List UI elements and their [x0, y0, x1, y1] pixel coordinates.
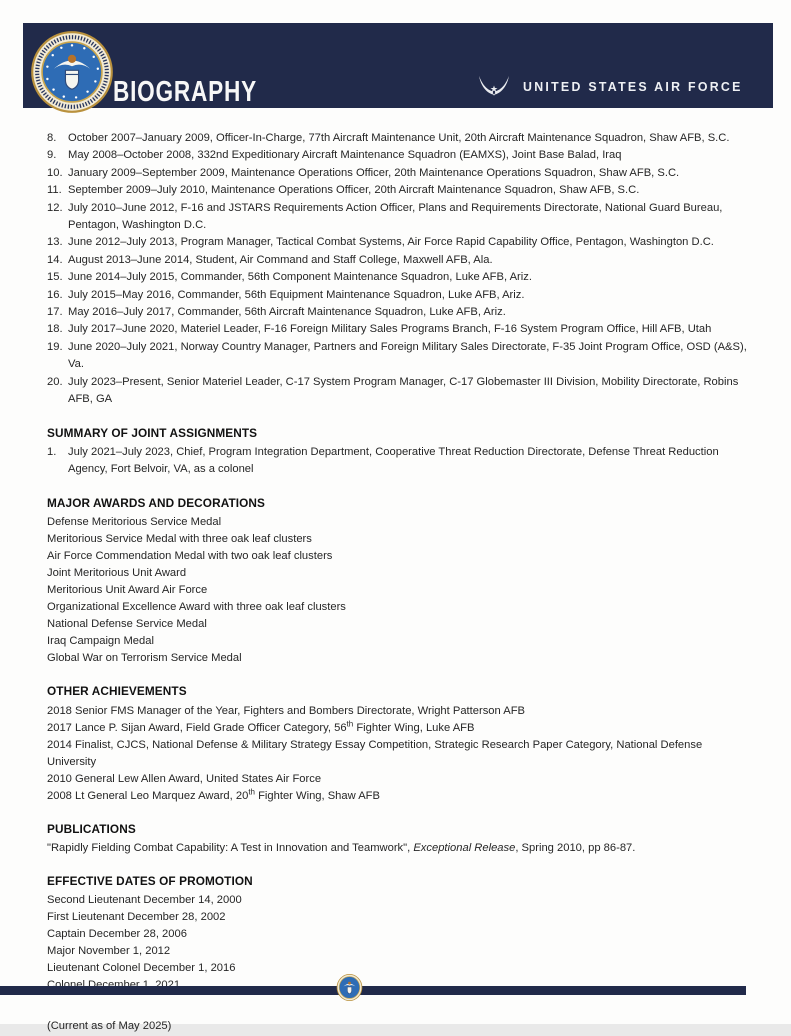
item-text: 2017 Lance P. Sijan Award, Field Grade Officer Category, 56 [47, 721, 347, 734]
award-item: Air Force Commendation Medal with two oak leaf clusters [47, 550, 333, 563]
section-joint-assignments [47, 425, 750, 479]
item-number: 10. [47, 166, 63, 179]
ordinal-suffix: th [346, 718, 354, 728]
page-title: BIOGRAPHY [113, 76, 258, 108]
current-as-of-note: (Current as of May 2025) [47, 1020, 172, 1033]
award-item: Organizational Excellence Award with three oak leaf clusters [47, 601, 346, 614]
list-item [47, 287, 750, 304]
item-number: 1. [47, 445, 57, 458]
item-text: 2010 General Lew Allen Award, United States Air Force [47, 772, 322, 785]
promotion-item: Second Lieutenant December 14, 2000 [47, 894, 242, 907]
item-number: 13. [47, 236, 63, 249]
award-item: Iraq Campaign Medal [47, 635, 154, 648]
list-item [47, 165, 750, 182]
document-body [47, 130, 750, 1036]
item-text: September 2009–July 2010, Maintenance Operations Officer, 20th Aircraft Maintenance Squadron, Shaw AFB, S.C. [68, 184, 640, 197]
list-item [47, 374, 750, 409]
air-force-wings-icon [478, 73, 510, 99]
list-item [47, 444, 750, 479]
section-achievements [47, 683, 750, 804]
item-text: 2008 Lt General Leo Marquez Award, 20 [47, 789, 249, 802]
list-item [47, 304, 750, 321]
item-number: 15. [47, 271, 63, 284]
item-text: October 2007–January 2009, Officer-In-Charge, 77th Aircraft Maintenance Unit, 20th Aircraft Maintenance Squadron, Shaw AFB, S.C. [68, 132, 730, 144]
item-text: January 2009–September 2009, Maintenance Operations Officer, 20th Maintenance Operations Squadron, Shaw AFB, S.C. [68, 166, 680, 179]
award-item: Global War on Terrorism Service Medal [47, 652, 242, 665]
journal-title: Exceptional Release [413, 841, 516, 854]
list-item [47, 269, 750, 286]
list-item [47, 182, 750, 199]
item-number: 18. [47, 323, 63, 336]
item-text: July 2021–July 2023, Chief, Program Integration Department, Cooperative Threat Reduction Directorate, Defense Threat Reduction Agency, Fort Belvoir, VA, as a colonel [68, 445, 719, 476]
item-text: July 2015–May 2016, Commander, 56th Equipment Maintenance Squadron, Luke AFB, Ariz. [68, 288, 525, 301]
item-text: Fighter Wing, Luke AFB [353, 721, 475, 734]
promotion-item: Major November 1, 2012 [47, 945, 171, 958]
item-text: August 2013–June 2014, Student, Air Command and Staff College, Maxwell AFB, Ala. [68, 253, 493, 266]
item-text: , Spring 2010, pp 86-87. [515, 841, 636, 854]
achievement-item [47, 771, 750, 788]
list-item [47, 252, 750, 269]
item-text: June 2012–July 2013, Program Manager, Tactical Combat Systems, Air Force Rapid Capability Office, Pentagon, Washington D.C. [68, 236, 714, 249]
item-text: July 2017–June 2020, Materiel Leader, F-16 Foreign Military Sales Programs Branch, F-16 System Program Office, Hill AFB, Utah [68, 323, 712, 336]
list-item [47, 321, 750, 338]
item-number: 14. [47, 253, 63, 266]
section-promotions [47, 873, 750, 994]
item-number: 17. [47, 306, 63, 319]
item-text: May 2008–October 2008, 332nd Expeditionary Aircraft Maintenance Squadron (EAMXS), Joint Base Balad, Iraq [68, 149, 622, 162]
section-heading: PUBLICATIONS [47, 821, 136, 836]
achievement-item [47, 703, 750, 720]
brand-wordmark: UNITED STATES AIR FORCE [523, 78, 743, 94]
item-number: 12. [47, 201, 63, 214]
promotion-item: Captain December 28, 2006 [47, 928, 187, 941]
item-number: 19. [47, 340, 63, 353]
list-item [47, 130, 750, 147]
department-of-the-air-force-seal-icon [31, 31, 113, 113]
list-item [47, 200, 750, 235]
list-item [47, 234, 750, 251]
item-text: June 2020–July 2021, Norway Country Manager, Partners and Foreign Military Sales Directorate, F-35 Joint Program Office, OSD (A&S), Va. [68, 340, 747, 371]
item-number: 16. [47, 288, 63, 301]
air-force-brand [478, 73, 754, 99]
item-text: June 2014–July 2015, Commander, 56th Component Maintenance Squadron, Luke AFB, Ariz. [68, 271, 532, 284]
section-heading: MAJOR AWARDS AND DECORATIONS [47, 495, 265, 510]
award-item: Meritorious Unit Award Air Force [47, 584, 208, 597]
section-awards [47, 495, 750, 667]
footer-seal-icon [336, 973, 363, 1002]
section-heading: OTHER ACHIEVEMENTS [47, 684, 187, 699]
item-number: 20. [47, 375, 63, 388]
header-banner [23, 23, 773, 108]
promotion-item: Lieutenant Colonel December 1, 2016 [47, 962, 236, 975]
achievement-item [47, 720, 750, 737]
award-item: Meritorious Service Medal with three oak leaf clusters [47, 533, 312, 546]
item-text: July 2023–Present, Senior Materiel Leader, C-17 System Program Manager, C-17 Globemaster III Division, Mobility Directorate, Robins AFB, GA [68, 375, 739, 406]
list-item [47, 339, 750, 374]
item-text: 2018 Senior FMS Manager of the Year, Fighters and Bombers Directorate, Wright Patterson AFB [47, 704, 525, 717]
achievement-item [47, 737, 750, 771]
section-heading: EFFECTIVE DATES OF PROMOTION [47, 873, 253, 888]
ordinal-suffix: th [248, 786, 255, 796]
list-item [47, 147, 750, 164]
item-text: 2014 Finalist, CJCS, National Defense & Military Strategy Essay Competition, Strategic Research Paper Category, National Defense University [47, 738, 703, 768]
item-text: Fighter Wing, Shaw AFB [254, 789, 380, 802]
item-number: 11. [47, 184, 62, 197]
item-number: 9. [47, 149, 57, 162]
career-assignments-list [47, 130, 750, 409]
award-item: National Defense Service Medal [47, 618, 207, 631]
achievement-item [47, 788, 750, 805]
item-text: July 2010–June 2012, F-16 and JSTARS Requirements Action Officer, Plans and Requirements Directorate, National Guard Bureau, Pentagon, Washington D.C. [68, 201, 723, 232]
award-item: Defense Meritorious Service Medal [47, 516, 222, 529]
footer-rule [0, 986, 746, 995]
publication-item [47, 840, 750, 857]
section-heading: SUMMARY OF JOINT ASSIGNMENTS [47, 425, 258, 440]
item-text: "Rapidly Fielding Combat Capability: A Test in Innovation and Teamwork", [47, 841, 414, 854]
award-item: Joint Meritorious Unit Award [47, 567, 187, 580]
promotion-item: First Lieutenant December 28, 2002 [47, 911, 226, 924]
section-publications [47, 821, 750, 857]
item-number: 8. [47, 132, 57, 144]
item-text: May 2016–July 2017, Commander, 56th Aircraft Maintenance Squadron, Luke AFB, Ariz. [68, 306, 506, 319]
